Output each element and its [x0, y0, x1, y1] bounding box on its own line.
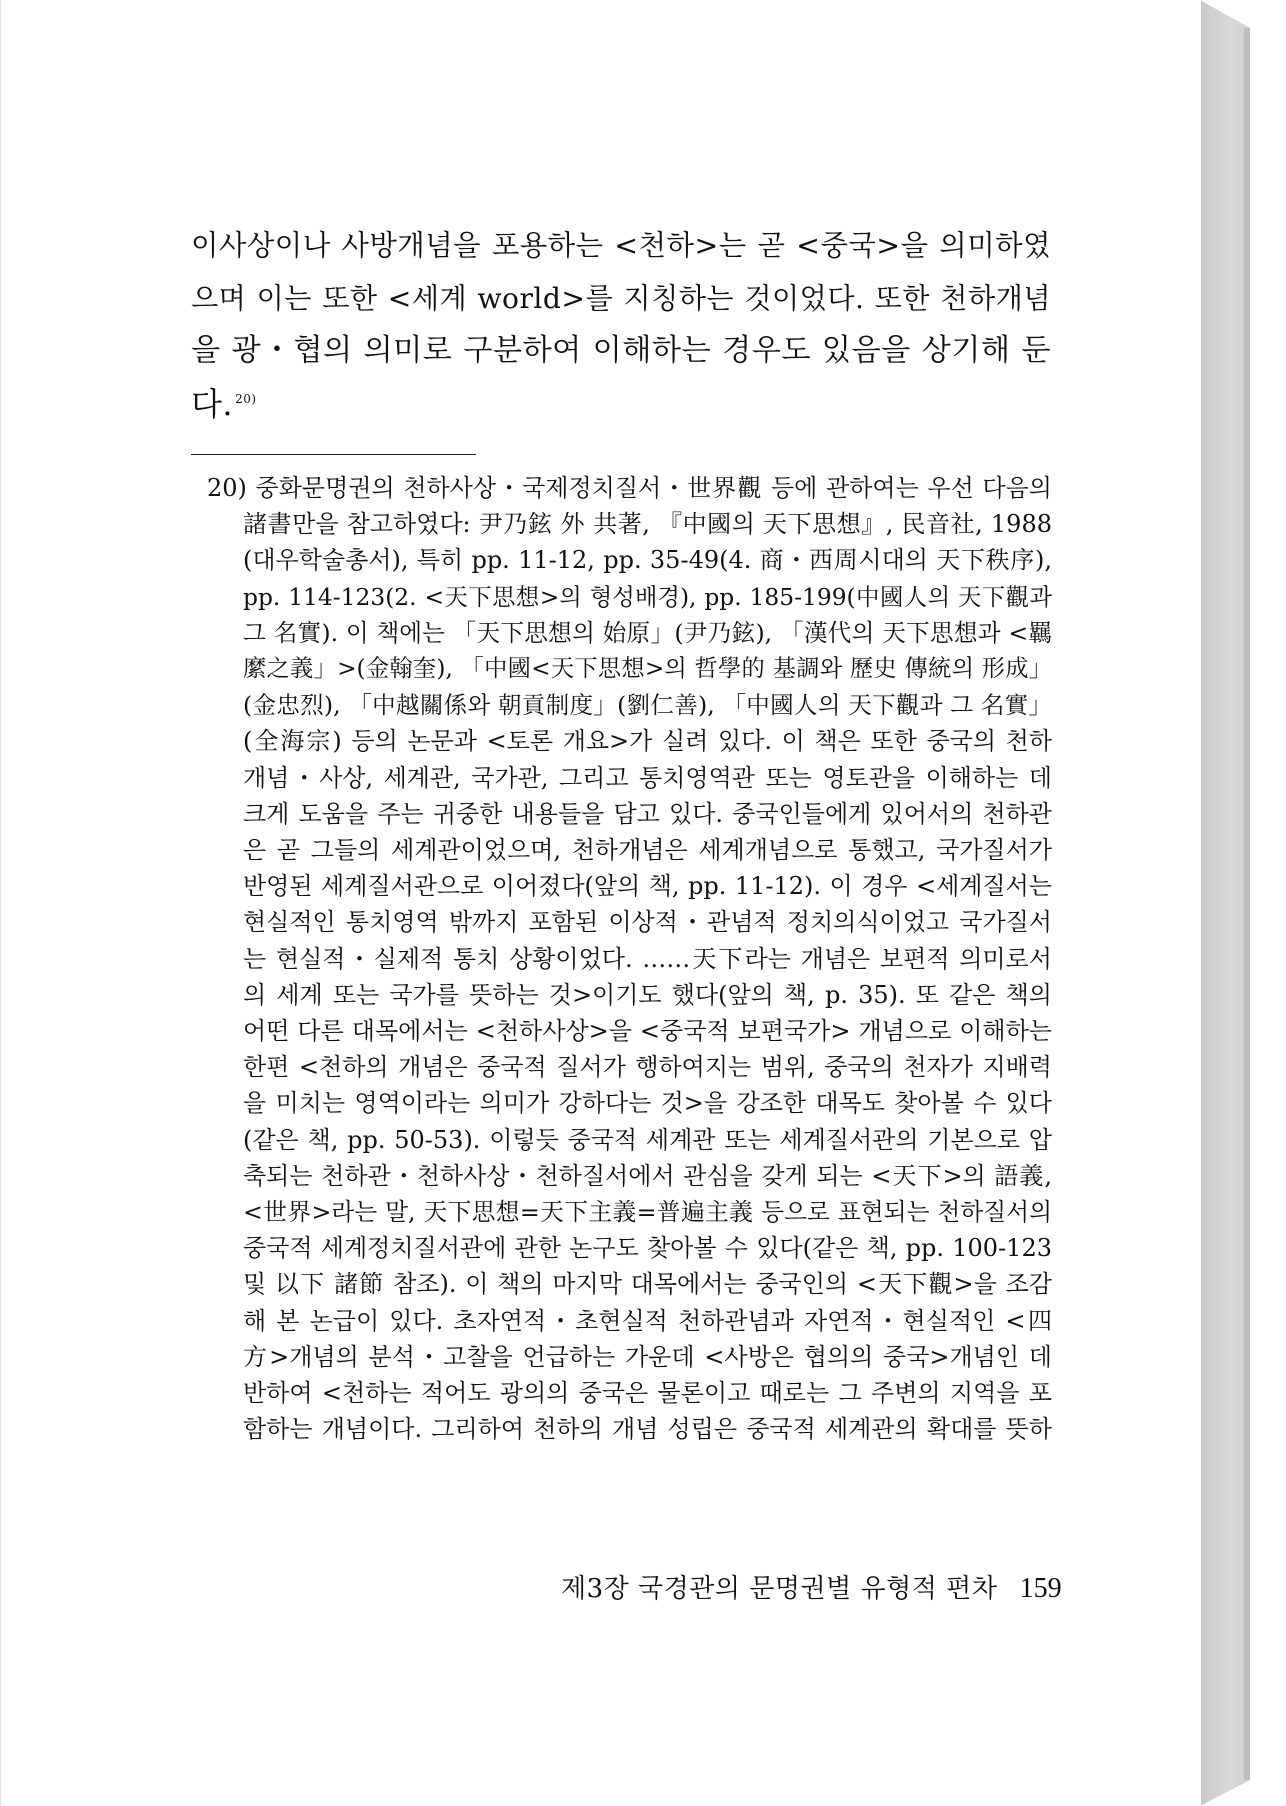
footnote-line: 축되는 천하관・천하사상・천하질서에서 관심을 갖게 되는 <天下>의 語義, [243, 1161, 1052, 1190]
chapter-title: 제3장 국경관의 문명권별 유형적 편차 [561, 1574, 998, 1604]
main-line: 이사상이나 사방개념을 포용하는 <천하>는 곧 <중국>을 의미하였 [191, 229, 1051, 262]
footnote-line: 方>개념의 분석・고찰을 언급하는 가운데 <사방은 협의의 중국>개념인 데 [243, 1342, 1052, 1371]
footnote-line: 은 곧 그들의 세계관이었으며, 천하개념은 세계개념으로 통했고, 국가질서가 [243, 836, 1052, 865]
footnote-line: 및 以下 諸節 참조). 이 책의 마지막 대목에서는 중국인의 <天下觀>을 조감 [243, 1270, 1052, 1299]
footnote-line: 현실적인 통치영역 밖까지 포함된 이상적・관념적 정치의식이었고 국가질서 [243, 908, 1052, 937]
footnote-line: (全海宗) 등의 논문과 <토론 개요>가 실려 있다. 이 책은 또한 중국의 천하 [243, 727, 1052, 756]
footnote-line: pp. 114-123(2. <天下思想>의 형성배경), pp. 185-199(中國人의 天下觀과 [243, 582, 1052, 611]
footnote-line: 의 세계 또는 국가를 뜻하는 것>이기도 했다(앞의 책, p. 35). 또 같은 책의 [243, 980, 1052, 1009]
footnote-line: 을 미치는 영역이라는 의미가 강하다는 것>을 강조한 대목도 찾아볼 수 있다 [243, 1089, 1052, 1118]
main-line-last [191, 378, 1051, 431]
footnote-line: 諸書만을 참고하였다: 尹乃鉉 外 共著, 『中國의 天下思想』, 民音社, 1988 [243, 510, 1052, 539]
running-footer [561, 1568, 1062, 1605]
footnote-line: (대우학술총서), 특히 pp. 11-12, pp. 35-49(4. 商・西周시대의 天下秩序), [243, 546, 1052, 575]
footnote-line: 해 본 논급이 있다. 초자연적・초현실적 천하관념과 자연적・현실적인 <四 [243, 1306, 1052, 1335]
footnote-line: 반하여 <천하는 적어도 광의의 중국은 물론이고 때로는 그 주변의 지역을 포 [243, 1379, 1052, 1408]
footnote-line: 縻之義」>(金翰奎), 「中國<天下思想>의 哲學的 基調와 歷史 傳統의 形成」 [243, 655, 1052, 683]
footnote-line: 어떤 다른 대목에서는 <천하사상>을 <중국적 보편국가> 개념으로 이해하는 [243, 1017, 1052, 1046]
footnote-20 [207, 470, 1052, 1447]
main-paragraph [191, 220, 1051, 430]
book-spine-shadow [1244, 28, 1250, 1780]
footnote-line: 중국적 세계정치질서관에 관한 논구도 찾아볼 수 있다(같은 책, pp. 100-123 [243, 1234, 1052, 1263]
book-side-edge [1200, 0, 1250, 1806]
footnote-line: 그 名實). 이 책에는 「天下思想의 始原」(尹乃鉉), 「漢代의 天下思想과 <羈 [243, 618, 1052, 647]
main-line: 다. [191, 384, 234, 423]
footnote-line: (같은 책, pp. 50-53). 이렇듯 중국적 세계관 또는 세계질서관의 기본으로 압 [243, 1125, 1052, 1154]
footnote-line: 개념・사상, 세계관, 국가관, 그리고 통치영역관 또는 영토관을 이해하는 데 [243, 763, 1052, 792]
footnote-line: 한편 <천하의 개념은 중국적 질서가 행하여지는 범위, 중국의 천자가 지배력 [243, 1053, 1052, 1082]
footnote-line: 는 현실적・실제적 통치 상황이었다. ……天下라는 개념은 보편적 의미로서 [243, 944, 1052, 973]
footnote-line: 함하는 개념이다. 그리하여 천하의 개념 성립은 중국적 세계관의 확대를 뜻하 [243, 1415, 1052, 1444]
page-number: 159 [1019, 1573, 1062, 1604]
footnote-reference: 20) [235, 391, 257, 406]
footnote-line: <世界>라는 말, 天下思想=天下主義=普遍主義 등으로 표현되는 천하질서의 [243, 1198, 1052, 1227]
footnote-line: 반영된 세계질서관으로 이어졌다(앞의 책, pp. 11-12). 이 경우 <세계질서는 [243, 872, 1052, 901]
footnote-divider [191, 454, 476, 455]
footnote-line: 크게 도움을 주는 귀중한 내용들을 담고 있다. 중국인들에게 있어서의 천하관 [243, 799, 1052, 828]
footnote-line: 20) 중화문명권의 천하사상・국제정치질서・世界觀 등에 관하여는 우선 다음의 [207, 474, 1052, 502]
main-line: 을 광・협의 의미로 구분하여 이해하는 경우도 있음을 상기해 둔 [191, 333, 1051, 368]
footnote-line: (金忠烈), 「中越關係와 朝貢制度」(劉仁善), 「中國人의 天下觀과 그 名實」 [243, 691, 1052, 720]
main-line: 으며 이는 또한 <세계 world>를 지칭하는 것이었다. 또한 천하개념 [191, 281, 1051, 315]
